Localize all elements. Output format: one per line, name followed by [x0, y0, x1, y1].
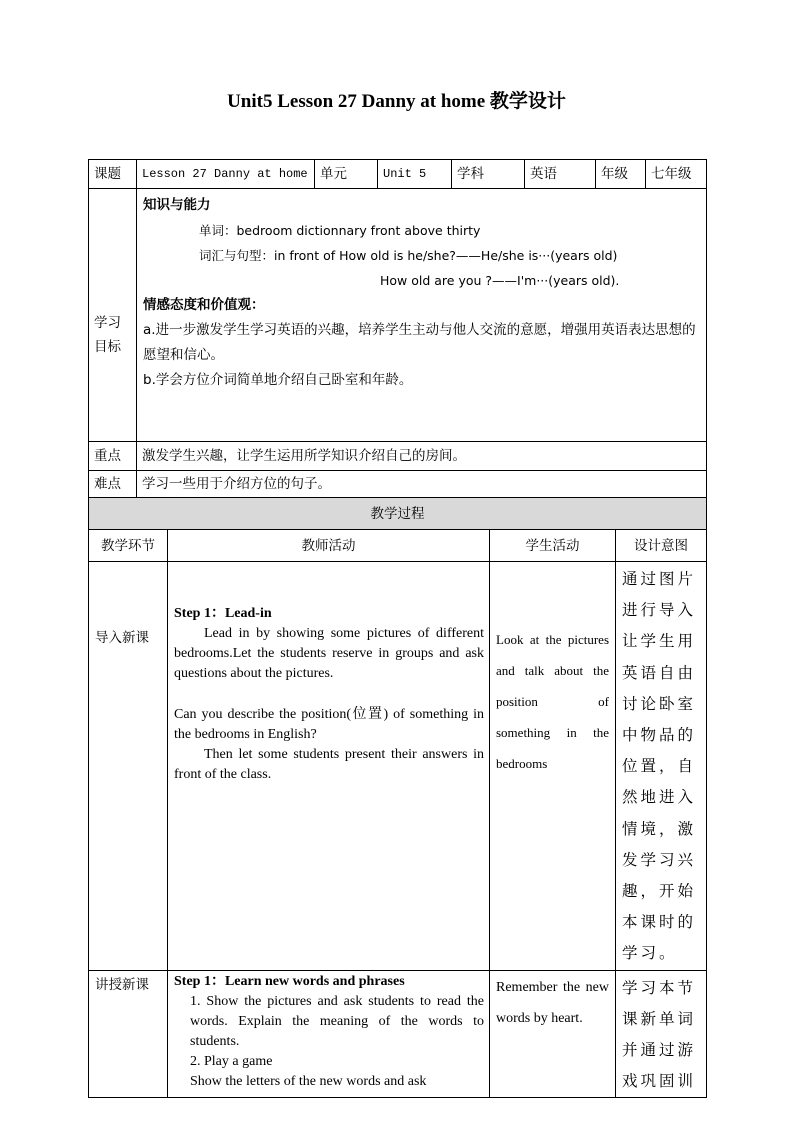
unit-label: 单元: [315, 160, 378, 189]
difficult-point-label: 难点: [89, 471, 137, 498]
topic-label: 课题: [89, 160, 137, 189]
topic-value: Lesson 27 Danny at home: [137, 160, 315, 189]
key-point-value: 激发学生兴趣，让学生运用所学知识介绍自己的房间。: [137, 442, 707, 471]
process-row-new: [89, 970, 707, 1098]
attitude-a: a.进一步激发学生学习英语的兴趣，培养学生主动与他人交流的意愿，增强用英语表达思想的愿望和信心。: [143, 322, 696, 363]
col-design: 设计意图: [616, 530, 707, 562]
phrases-line: 词汇与句型：in front of How old is he/she?——He/she is···(years old): [199, 248, 618, 263]
design-leadin: 通过图片进行导入让学生用英语自由讨论卧室中物品的位置，自然地进入情境，激发学习兴趣，开始本课时的学习。: [616, 562, 707, 971]
key-point-row: [89, 442, 707, 471]
grade-label: 年级: [596, 160, 646, 189]
lesson-info-table: [88, 159, 707, 498]
stage-leadin: 导入新课: [89, 562, 168, 971]
header-row: [89, 160, 707, 189]
difficult-point-row: [89, 471, 707, 498]
objectives-row: [89, 189, 707, 442]
process-table: [88, 497, 707, 1098]
teacher-new-p1: 1. Show the pictures and ask students to read the words. Explain the meaning of the words to students.: [190, 993, 484, 1049]
step-title-leadin: Step 1：Lead-in: [174, 606, 272, 621]
unit-value: Unit 5: [378, 160, 452, 189]
phrases-line-2: How old are you ?——I'm···(years old).: [380, 273, 620, 288]
teacher-leadin-p1: Lead in by showing some pictures of different bedrooms.Let the students reserve in groups and ask questions about the pictures.: [174, 626, 484, 681]
difficult-point-value: 学习一些用于介绍方位的句子。: [137, 471, 707, 498]
teacher-new-p3: Show the letters of the new words and ask: [190, 1073, 427, 1089]
grade-value: 七年级: [646, 160, 707, 189]
objectives-content: [137, 189, 707, 442]
process-row-leadin: [89, 562, 707, 971]
process-heading: 教学过程: [89, 498, 707, 530]
step-title-new: Step 1：Learn new words and phrases: [174, 973, 405, 989]
document-title: Unit5 Lesson 27 Danny at home 教学设计: [227, 91, 566, 112]
subject-label: 学科: [452, 160, 525, 189]
col-student: 学生活动: [490, 530, 616, 562]
teacher-leadin: [168, 562, 490, 971]
process-columns-row: [89, 530, 707, 562]
student-new: Remember the new words by heart.: [490, 970, 616, 1098]
objectives-label: [89, 189, 137, 442]
words-line: 单词：bedroom dictionnary front above thirty: [199, 223, 481, 238]
attitude-heading: 情感态度和价值观：: [143, 297, 265, 313]
stage-new: 讲授新课: [89, 970, 168, 1098]
student-leadin: Look at the pictures and talk about the position of something in the bedrooms: [490, 562, 616, 971]
key-point-label: 重点: [89, 442, 137, 471]
subject-value: 英语: [525, 160, 596, 189]
process-heading-row: [89, 498, 707, 530]
knowledge-heading: 知识与能力: [143, 197, 211, 213]
attitude-b: b.学会方位介词简单地介绍自己卧室和年龄。: [143, 372, 413, 388]
teacher-leadin-p3: Then let some students present their answers in front of the class.: [174, 747, 484, 782]
objectives-label-line1: 学习: [94, 315, 121, 331]
col-teacher: 教师活动: [168, 530, 490, 562]
teacher-leadin-p2: Can you describe the position(位置) of something in the bedrooms in English?: [174, 707, 484, 742]
teacher-new: [168, 970, 490, 1098]
design-new: 学习本节课新单词并通过游戏巩固训: [616, 970, 707, 1098]
col-stage: 教学环节: [89, 530, 168, 562]
teacher-new-p2: 2. Play a game: [190, 1053, 273, 1069]
objectives-label-line2: 目标: [94, 339, 121, 355]
